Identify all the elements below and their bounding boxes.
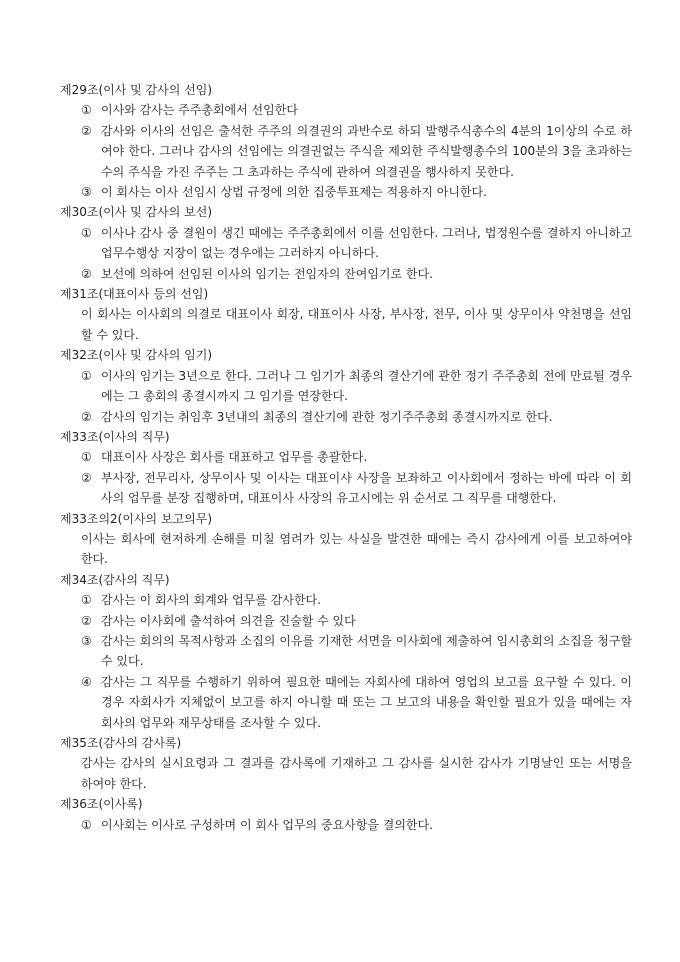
article-29 (60, 80, 632, 202)
article-paragraph (60, 121, 632, 182)
paragraph-marker: ③ (81, 185, 92, 200)
paragraph-text: 감사는 이 회사의 회계와 업무를 감사한다. (101, 593, 321, 608)
paragraph-marker: ② (81, 470, 92, 485)
paragraph-text: 이 회사는 이사 선임시 상법 규정에 의한 집중투표제는 적용하지 아니한다. (101, 185, 487, 200)
articles-of-incorporation-text (60, 80, 632, 835)
paragraph-text: 이사의 임기는 3년으로 한다. 그러나 그 임기가 최종의 결산기에 관한 정기 주주총회 전에 만료될 경우에는 그 총회의 종결시까지 그 임기를 연장한다. (101, 368, 632, 404)
article-title: 제32조(이사 및 감사의 임기) (60, 348, 212, 363)
article-title: 제33조의2(이사의 보고의무) (60, 511, 213, 526)
article-paragraph (60, 223, 632, 264)
paragraph-text: 대표이사 사장은 회사를 대표하고 업무를 총괄한다. (101, 450, 368, 465)
article-35 (60, 733, 632, 794)
paragraph-text: 감사의 임기는 취임후 3년내의 최종의 결산기에 관한 정기주주총회 종결시까지로 한다. (101, 409, 553, 424)
paragraph-text: 감사는 그 직무를 수행하기 위하여 필요한 때에는 자회사에 대하여 영업의 보고를 요구할 수 있다. 이 경우 자회사가 지체없이 보고를 하지 아니할 때 또는 그 보고의 내용을 확인할 필요가 있을 때에는 자회사의 업무와 재무상태를 조사할 수 있다. (101, 674, 632, 730)
article-paragraph (60, 264, 632, 284)
article-title: 제35조(감사의 감사록) (60, 736, 182, 750)
paragraph-text: 감사는 회의의 목적사항과 소집의 이유를 기재한 서면을 이사회에 제출하여 임시총회의 소집을 청구할 수 있다. (101, 633, 632, 669)
paragraph-text: 이사와 감사는 주주총회에서 선임한다 (101, 103, 298, 118)
article-body: 이사는 회사에 현저하게 손해를 미칠 염려가 있는 사실을 발견한 때에는 즉시 감사에게 이를 보고하여야 한다. (81, 531, 632, 567)
article-31 (60, 284, 632, 345)
article-paragraph (60, 447, 632, 467)
paragraph-text: 이사회는 이사로 구성하며 이 회사 업무의 중요사항을 결의한다. (101, 817, 433, 832)
article-paragraph (60, 590, 632, 610)
article-title: 제34조(감사의 직무) (60, 572, 170, 587)
article-title: 제29조(이사 및 감사의 선임) (60, 83, 212, 97)
article-title: 제30조(이사 및 감사의 보선) (60, 205, 212, 220)
article-paragraph (60, 611, 632, 631)
paragraph-marker: ④ (81, 674, 92, 689)
paragraph-marker: ① (81, 103, 92, 118)
article-paragraph (60, 468, 632, 509)
article-paragraph (60, 366, 632, 407)
article-32 (60, 345, 632, 427)
paragraph-marker: ② (81, 613, 92, 628)
article-body: 감사는 감사의 실시요령과 그 결과를 감사록에 기재하고 그 감사를 실시한 감사가 기명날인 또는 서명을 하여야 한다. (81, 756, 632, 791)
paragraph-marker: ① (81, 593, 92, 608)
article-paragraph (60, 631, 632, 672)
paragraph-marker: ② (81, 123, 92, 138)
paragraph-text: 감사와 이사의 선임은 출석한 주주의 의결권의 과반수로 하되 발행주식총수의 4분의 1이상의 수로 하여야 한다. 그러나 감사의 선임에는 의결권없는 주식을 제외한 주식발행총수의 100분의 3을 초과하는 수의 주식을 가진 주주는 그 초과하는 주식에 관하여 의결권을 행사하지 못한다. (101, 123, 632, 179)
article-title: 제36조(이사록) (60, 797, 143, 812)
paragraph-marker: ② (81, 409, 92, 424)
paragraph-marker: ① (81, 225, 92, 240)
paragraph-marker: ① (81, 368, 92, 383)
paragraph-text: 보선에 의하여 선임된 이사의 임기는 전임자의 잔여임기로 한다. (101, 266, 433, 281)
article-paragraph (60, 407, 632, 427)
article-paragraph (60, 100, 632, 120)
paragraph-text: 감사는 이사회에 출석하여 의견을 진술할 수 있다 (101, 613, 356, 628)
article-33-2 (60, 509, 632, 570)
paragraph-marker: ③ (81, 633, 92, 648)
paragraph-marker: ① (81, 817, 92, 832)
article-33 (60, 427, 632, 509)
article-paragraph (60, 182, 632, 202)
paragraph-text: 이사나 감사 중 결원이 생긴 때에는 주주총회에서 이를 선임한다. 그러나, 법정원수를 결하지 아니하고 업무수행상 지장이 없는 경우에는 그러하지 아니하다. (101, 225, 632, 261)
article-title: 제33조(이사의 직무) (60, 429, 170, 444)
article-paragraph (60, 815, 632, 835)
article-34 (60, 570, 632, 733)
paragraph-marker: ① (81, 450, 92, 465)
paragraph-marker: ② (81, 266, 92, 281)
article-paragraph (60, 672, 632, 733)
article-title: 제31조(대표이사 등의 선임) (60, 287, 209, 302)
paragraph-text: 부사장, 전무리사, 상무이사 및 이사는 대표이사 사장을 보좌하고 이사회에서 정하는 바에 따라 이 회사의 업무를 분장 집행하며, 대표이사 사장의 유고시에는 위 순서로 그 직무를 대행한다. (101, 470, 632, 506)
article-body: 이 회사는 이사회의 의결로 대표이사 회장, 대표이사 사장, 부사장, 전무, 이사 및 상무이사 약천명을 선임할 수 있다. (81, 307, 632, 342)
article-36 (60, 794, 632, 835)
article-30 (60, 202, 632, 284)
